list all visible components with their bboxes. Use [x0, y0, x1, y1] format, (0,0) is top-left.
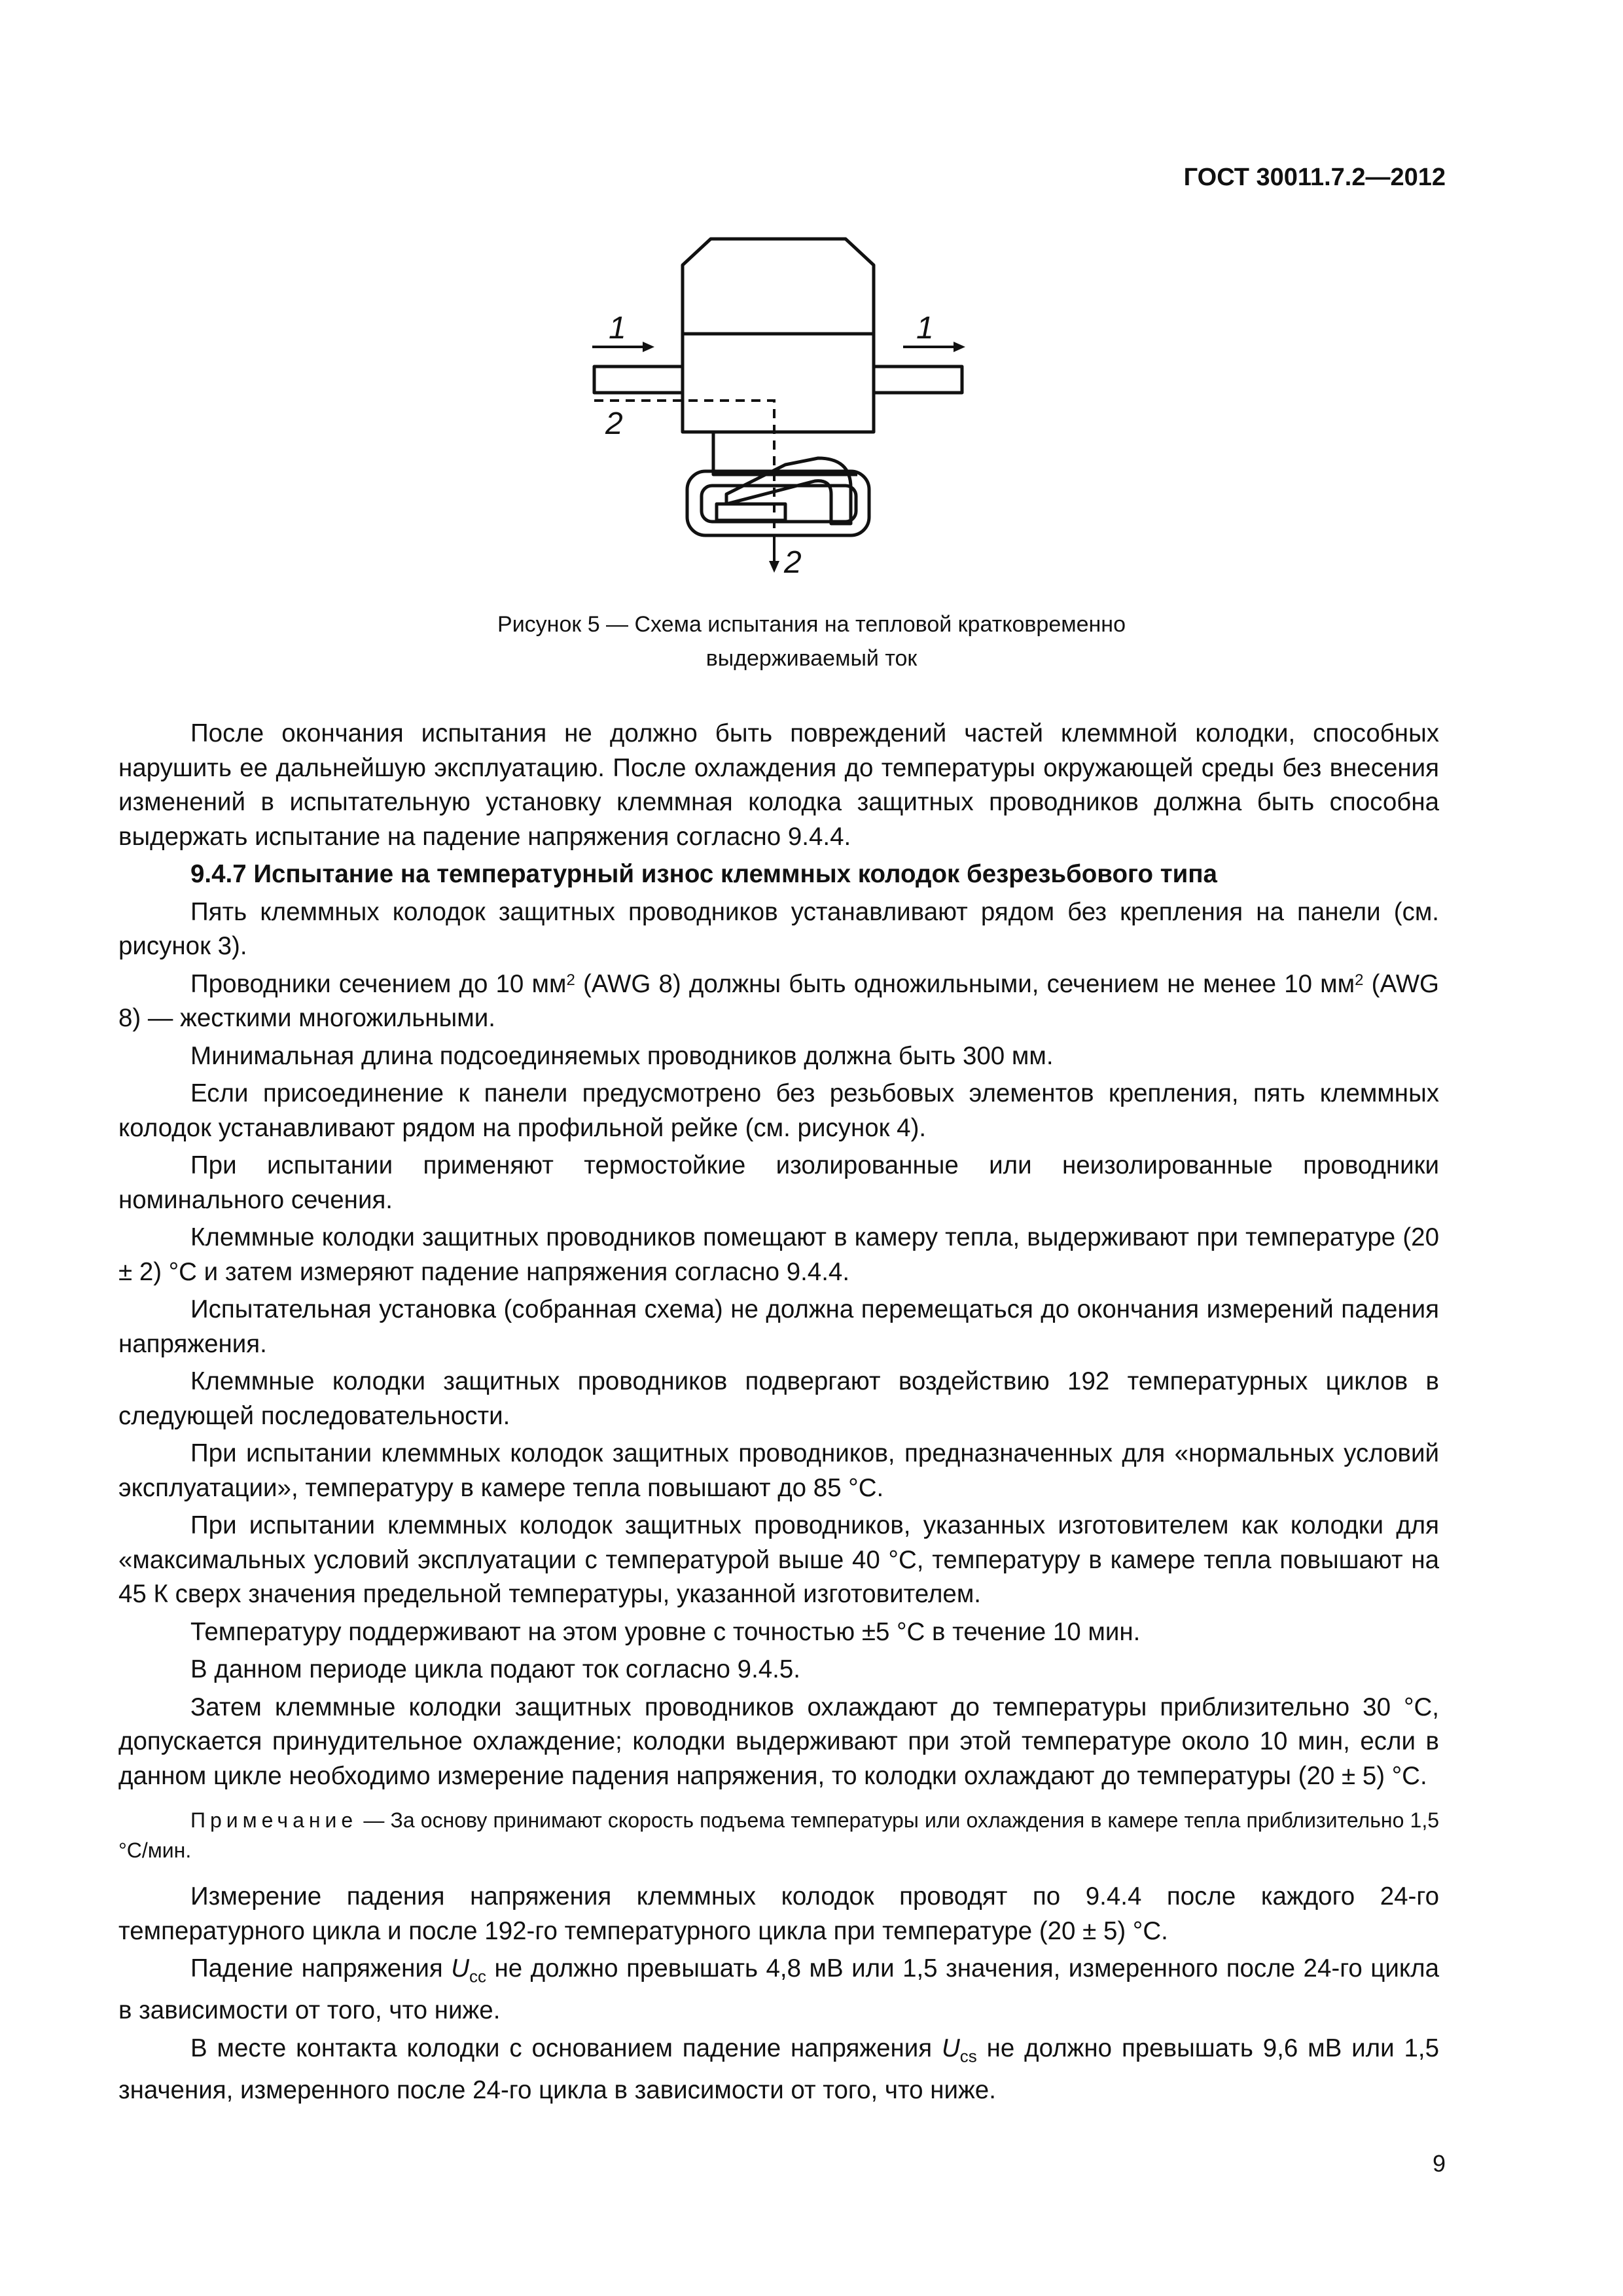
paragraph: Измерение падения напряжения клеммных колодок проводят по 9.4.4 после каждого 24-го температурного цикла и после 192-го температурного цикла при температуре (20 ± 5) °С. — [118, 1882, 1439, 1945]
paragraph: Затем клеммные колодки защитных проводников охлаждают до температуры приблизительно 30 °С, допускается принудительное охлаждение; колодки выдерживают при этой температуре около 10 мин, если в данном цикле необходимо измерение падения напряжения, то колодки охлаждают до температуры (20 ± 5) °С. — [118, 1693, 1439, 1790]
body-text — [118, 717, 1439, 2111]
clamp-spring — [726, 458, 851, 524]
paragraph: При испытании применяют термостойкие изолированные или неизолированные проводники номинального сечения. — [118, 1151, 1439, 1214]
text-run: (AWG 8) — жесткими многожильными. — [118, 969, 1439, 1032]
figure-caption — [0, 607, 1623, 675]
paragraph — [118, 2032, 1439, 2108]
paragraph: Пять клеммных колодок защитных проводников устанавливают рядом без крепления на панели (см. рисунок 3). — [118, 897, 1439, 960]
text-run: не должно превышать 4,8 мВ или 1,5 значения, измеренного после 24-го цикла в зависимости от того, что ниже. — [118, 1954, 1439, 2025]
paragraph: Клеммные колодки защитных проводников подвергают воздействию 192 температурных циклов в следующей последовательности. — [118, 1367, 1439, 1430]
section-heading: 9.4.7 Испытание на температурный износ клеммных колодок безрезьбового типа — [190, 860, 1217, 888]
right-conductor — [874, 367, 962, 393]
label-left-1: 1 — [609, 311, 626, 346]
paragraph: Температуру поддерживают на этом уровне с точностью ±5 °С в течение 10 мин. — [190, 1617, 1141, 1646]
document-code: ГОСТ 30011.7.2—2012 — [1183, 164, 1446, 191]
paragraph: Если присоединение к панели предусмотрено без резьбовых элементов крепления, пять клеммных колодок устанавливают рядом на профильной рейке (см. рисунок 4). — [118, 1079, 1439, 1142]
terminal-block-body — [683, 334, 874, 432]
text-run: Падение напряжения — [190, 1954, 452, 1982]
paragraph: Клеммные колодки защитных проводников помещают в камеру тепла, выдерживают при температуре (20 ± 2) °С и затем измеряют падение напряжения согласно 9.4.4. — [118, 1223, 1439, 1286]
caption-line-1: Рисунок 5 — Схема испытания на тепловой кратковременно — [497, 612, 1126, 637]
label-bottom-2: 2 — [784, 545, 802, 576]
paragraph — [118, 1952, 1439, 2028]
text-run: не должно превышать 9,6 мВ или 1,5 значения, измеренного после 24-го цикла в зависимости от того, что ниже. — [118, 2034, 1439, 2104]
caption-line-2: выдерживаемый ток — [705, 646, 918, 671]
superscript: 2 — [566, 971, 575, 989]
note-text: — За основу принимают скорость подъема температуры или охлаждения в камере тепла приблизительно 1,5 °С/мин. — [118, 1808, 1439, 1862]
subscript: cc — [469, 1966, 487, 1986]
label-right-1: 1 — [916, 311, 934, 346]
paragraph — [118, 967, 1439, 1036]
paragraph: В данном периоде цикла подают ток согласно 9.4.5. — [190, 1655, 800, 1683]
symbol-u: U — [941, 2034, 960, 2062]
label-left-2: 2 — [605, 406, 623, 441]
paragraph: Испытательная установка (собранная схема) не должна перемещаться до окончания измерений падения напряжения. — [118, 1295, 1439, 1358]
base-clamp-inner — [713, 432, 857, 475]
text-run: Проводники сечением до 10 мм — [190, 969, 567, 998]
page-number: 9 — [1432, 2150, 1446, 2177]
subscript: cs — [959, 2046, 977, 2066]
note — [118, 1805, 1439, 1865]
paragraph: После окончания испытания не должно быть повреждений частей клеммной колодки, способных нарушить ее дальнейшую эксплуатацию. После охлаждения до температуры окружающей среды без внесения изменений в испытательную установку клеммная колодка защитных проводников должна быть способна выдержать испытание на падение напряжения согласно 9.4.4. — [118, 719, 1439, 851]
symbol-u: U — [451, 1954, 470, 1982]
text-run: В месте контакта колодки с основанием падение напряжения — [190, 2034, 942, 2062]
superscript: 2 — [1355, 971, 1364, 989]
terminal-block-housing — [683, 239, 874, 334]
text-run: (AWG 8) должны быть одножильными, сечением не менее 10 мм — [575, 969, 1355, 998]
paragraph: При испытании клеммных колодок защитных проводников, предназначенных для «нормальных условий эксплуатации», температуру в камере тепла повышают до 85 °С. — [118, 1439, 1439, 1502]
paragraph: Минимальная длина подсоединяемых проводников должна быть 300 мм. — [190, 1041, 1054, 1070]
test-scheme-figure — [0, 236, 1623, 576]
left-conductor — [594, 367, 683, 393]
note-label: Примечание — [190, 1808, 358, 1832]
paragraph: При испытании клеммных колодок защитных проводников, указанных изготовителем как колодки для «максимальных условий эксплуатации с температурой выше 40 °С, температуру в камере тепла повышают на 45 К сверх значения предельной температуры, указанной изготовителем. — [118, 1511, 1439, 1608]
